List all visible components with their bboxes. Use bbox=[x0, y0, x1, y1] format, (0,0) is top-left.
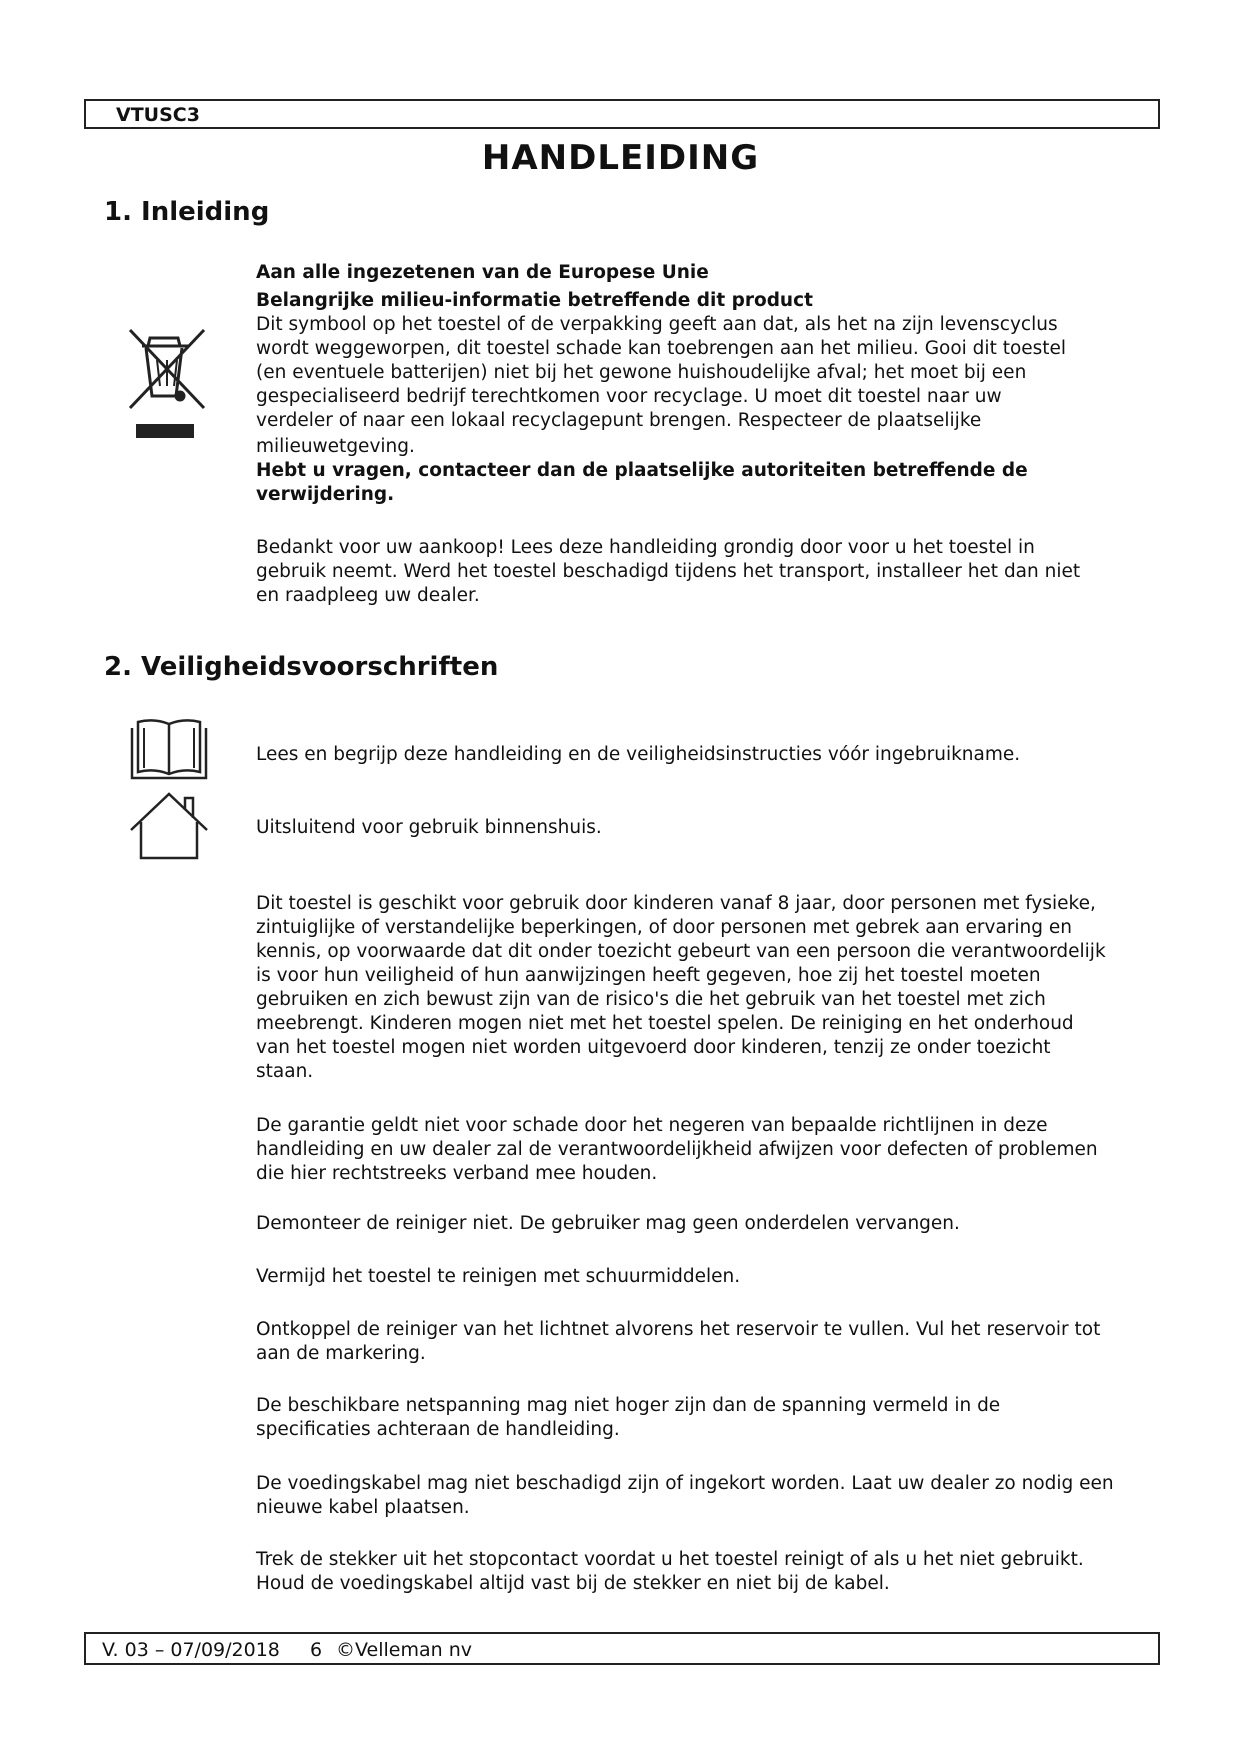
eu-text-line-4: gespecialiseerd bedrijf terechtkomen voor recyclage. U moet dit toestel naar uw bbox=[256, 386, 1002, 407]
footer-page-number: 6 bbox=[310, 1639, 323, 1661]
safety-paragraph-voltage: De beschikbare netspanning mag niet hoger zijn dan de spanning vermeld in de specificaties achteraan de handleiding. bbox=[256, 1395, 1001, 1440]
eu-subtitle: Belangrijke milieu-informatie betreffende dit product bbox=[256, 290, 813, 311]
safety-paragraph-warranty: De garantie geldt niet voor schade door het negeren van bepaalde richtlijnen in deze handleiding en uw dealer zal de verantwoordelijkheid afwijzen voor defecten of problemen die hier rechtstreeks verband mee houden. bbox=[256, 1115, 1098, 1184]
eu-text-line-6: milieuwetgeving. bbox=[256, 436, 415, 457]
eu-question: Hebt u vragen, contacteer dan de plaatselijke autoriteiten betreffende de verwijdering. bbox=[256, 460, 1028, 505]
safety-paragraph-unplug: Trek de stekker uit het stopcontact voordat u het toestel reinigt of als u het niet gebruikt. Houd de voedingskabel altijd vast bij de stekker en niet bij de kabel. bbox=[256, 1549, 1084, 1594]
thanks-paragraph: Bedankt voor uw aankoop! Lees deze handleiding grondig door voor u het toestel in gebruik neemt. Werd het toestel beschadigd tijdens het transport, installeer het dan niet en raadpleeg uw dealer. bbox=[256, 537, 1081, 606]
section-heading-veiligheid: 2. Veiligheidsvoorschriften bbox=[104, 652, 499, 682]
footer-box bbox=[84, 1632, 1160, 1665]
safety-paragraph-power-cable: De voedingskabel mag niet beschadigd zijn of ingekort worden. Laat uw dealer zo nodig een nieuwe kabel plaatsen. bbox=[256, 1473, 1114, 1518]
safety-paragraph-abrasives: Vermijd het toestel te reinigen met schuurmiddelen. bbox=[256, 1266, 741, 1287]
safety-paragraph-unplug-fill: Ontkoppel de reiniger van het lichtnet alvorens het reservoir te vullen. Vul het reservoir tot aan de markering. bbox=[256, 1319, 1101, 1364]
footer-version: V. 03 – 07/09/2018 bbox=[102, 1639, 280, 1661]
header-box bbox=[84, 99, 1160, 129]
safety-paragraph-children: Dit toestel is geschikt voor gebruik door kinderen vanaf 8 jaar, door personen met fysieke, zintuiglijke of verstandelijke beperkingen, of door personen met gebrek aan ervaring en kennis, op voorwaarde dat dit onder toezicht gebeurt van een persoon die verantwoordelijk is voor hun veiligheid of hun aanwijzingen heeft gegeven, hoe zij het toestel moeten gebruiken en zich bewust zijn van de risico's die het gebruik van het toestel met zich meebrengt. Kinderen mogen niet met het toestel spelen. De reiniging en het onderhoud van het toestel mogen niet worden uitgevoerd door kinderen, tenzij ze onder toezicht staan. bbox=[256, 893, 1106, 1082]
house-icon bbox=[129, 790, 209, 860]
eu-title: Aan alle ingezetenen van de Europese Unie bbox=[256, 262, 709, 283]
indoor-note: Uitsluitend voor gebruik binnenshuis. bbox=[256, 817, 602, 838]
eu-text-line-3: (en eventuele batterijen) niet bij het gewone huishoudelijke afval; het moet bij een bbox=[256, 362, 1027, 383]
footer-copyright: ©Velleman nv bbox=[336, 1639, 472, 1661]
eu-text-line-5: verdeler of naar een lokaal recyclagepunt brengen. Respecteer de plaatselijke bbox=[256, 410, 982, 431]
model-number: VTUSC3 bbox=[116, 104, 200, 126]
eu-text-line-1: Dit symbool op het toestel of de verpakking geeft aan dat, als het na zijn levenscyclus bbox=[256, 314, 1058, 335]
eu-text-line-2: wordt weggeworpen, dit toestel schade kan toebrengen aan het milieu. Gooi dit toestel bbox=[256, 338, 1067, 359]
section-heading-inleiding: 1. Inleiding bbox=[104, 197, 270, 227]
open-book-icon bbox=[130, 718, 208, 780]
document-title: HANDLEIDING bbox=[481, 138, 760, 178]
manual-note: Lees en begrijp deze handleiding en de veiligheidsinstructies vóór ingebruikname. bbox=[256, 744, 1021, 765]
crossed-out-wheelie-bin-icon bbox=[124, 326, 210, 441]
safety-paragraph-disassemble: Demonteer de reiniger niet. De gebruiker mag geen onderdelen vervangen. bbox=[256, 1213, 960, 1234]
